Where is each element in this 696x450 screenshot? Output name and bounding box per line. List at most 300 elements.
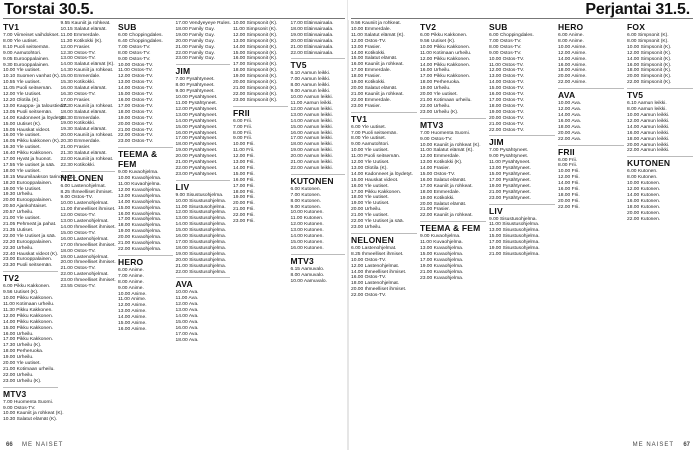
program-listing: 23.00 Frasier. [351,103,381,109]
program-listing: 16.30 Ostos-TV. [60,91,96,97]
program-listing: 16.00 Ostos-TV. [351,275,387,281]
program-listing: 12.00 Ostos-TV. [118,74,154,80]
right-page-number: 67 [683,442,690,448]
program-listing: 18.00 Ostos-TV. [118,109,154,115]
channel-heading: TEEMA & FEM [420,221,486,233]
program-listing: 12.00 Kuvaohjelma. [118,187,162,193]
program-listing: 12.00 Frii. [558,175,580,181]
channel-heading: TV5 [627,88,693,100]
program-listing: 19.00 Kotikokki. [60,121,96,127]
program-listing: 15.00 Salatut elämät. [351,56,398,62]
program-listing: 13.00 Simpsonit (K). [233,38,278,44]
program-listing: 11.00 Ostos-TV. [489,62,524,68]
program-listing: 12.20 Olotila (K). [3,97,40,103]
program-listing: 18.00 Ostos-TV. [60,248,96,254]
program-listing: 18.00 Emmerdale. [420,189,460,195]
program-listing: 15.00 Sisustusohjelma. [489,234,540,240]
program-listing: 16.00 Kutonen. [290,245,324,251]
program-listing: 9.00 Sisustusohjelma. [489,216,537,222]
program-listing: 22.20 Eurooppalainen. [3,239,53,245]
program-listing: 17.00 Eläinsairaala. [290,21,334,26]
channel-heading: JIM [176,64,231,76]
channel-heading: FRII [233,106,288,118]
program-listing: 17.00 Sisustusohjelma. [489,240,540,246]
program-listing: 17.00 Pikku Kakkonen. [420,74,471,80]
program-listing: 19.00 Sisustusohjelma. [489,246,540,252]
channel-heading: TV5 [291,58,346,70]
program-listing: 22.00 Ostos-TV. [351,293,387,299]
program-listing: 16.00 Salatut elämät. [420,177,467,183]
program-listing: 12.00 Pikku Kakkonen. [420,56,471,62]
program-listing: 21.00 Kauniit ja rohkeat. [351,91,404,97]
program-listing: 13.00 Olotila (K). [351,165,388,171]
program-listing: 8.00 Ostos-TV. [118,50,151,56]
program-listing: 20.00 Ihmeelliset ihmiset. [60,260,116,266]
program-listing: 6.10 Aamun leikki. [290,71,331,77]
program-listing: 10.00 Yle uutiset. [3,68,41,74]
program-listing: 22.00 Aamun leikki. [627,148,670,154]
program-listing: 14.00 Kutonen. [290,234,324,240]
program-listing: 13.00 Sisustusohjelma. [489,228,540,234]
program-listing: 14.00 Pikku Kakkonen. [420,62,471,68]
program-listing: 16.00 Anime. [558,62,587,68]
program-listing: 13.00 Kotikokki (K). [420,160,463,166]
program-listing: 11.00 Salatut elämät (K). [351,32,405,38]
program-listing: 11.00 Salatut elämät (K). [420,148,474,154]
program-listing: 20.00 Anime. [558,74,587,80]
program-listing: 12.00 Sisustusohjelma. [175,210,227,216]
program-listing: 21.00 Yle uutiset. [3,216,41,222]
program-listing: 17.30 Kauniit ja rohkeat. [60,103,114,109]
program-listing: 21.00 Family Guy. [175,44,215,50]
program-listing: 19.00 Kuvaohjelma. [420,263,464,269]
program-listing: 20.00 Frii. [558,198,580,204]
program-listing: 22.00 Urheilu. [3,372,34,378]
program-listing: 9.00 Aamun leikki. [290,89,331,95]
program-listing: 18.00 Frii. [558,192,580,198]
program-listing: 17.00 Kauniit ja rohkeat. [420,183,473,189]
channel-heading: MTV3 [291,254,346,266]
program-listing: 10.00 Kutonen. [290,210,324,216]
program-listing: 10.00 Lastenohjelmat. [60,201,109,207]
program-listing: 17.00 Ostos-TV. [489,97,525,103]
program-listing: 12.00 Pysähtyneet. [175,106,218,112]
program-listing: 21.00 Simpsonit (K). [233,85,278,91]
program-listing: 16.00 Ava. [558,118,582,124]
program-listing: 17.30 Urheilu (K). [3,343,42,349]
program-listing: 21.00 Frasier. [420,207,450,213]
right-day-title: Perjantai 31.5. [585,1,690,18]
program-listing: 14.00 Sisustusohjelma. [175,222,227,228]
program-listing: 9.00 Ostos-TV. [60,195,93,201]
program-listing: 11.05 Puoli seitsemän. [3,86,53,92]
program-listing: 18.15 Muumilaakson tarinoita (K). [3,174,77,180]
program-listing: 12.00 Lastenohjelmat. [351,263,400,269]
program-listing: 14.00 Pikku Kakkonen. [3,319,54,325]
program-listing: 17.00 Aamun leikki. [290,136,333,142]
program-listing: 20.00 Frii. [233,201,255,207]
program-listing: 10.10 Suomen vanhat (K). [3,74,61,80]
left-column-6 [291,21,346,436]
program-listing: 16.00 Simpsonit (K). [627,62,672,68]
program-listing: 19.30 Urheilu. [3,192,34,198]
program-listing: 16.00 Yle uutiset. [3,133,41,139]
program-listing: 22.00 Family Guy. [175,50,215,56]
program-listing: 23.00 Pysähtyneet. [489,195,531,201]
program-listing: 7.00 Huomenta Suomi. [3,399,54,405]
program-listing: 22.00 Urheilu. [420,103,451,109]
program-listing: 8.00 Aamun leikki. [290,83,331,89]
left-magazine-name: ME NAISET [22,442,64,448]
program-listing: 22.00 Eläinsairaala. [290,50,334,56]
program-listing: 14.00 Anime. [118,315,147,321]
program-listing: 17.00 Ihmeelliset ihmiset. [60,242,116,248]
program-listing: 7.00 Frii. [233,124,253,130]
program-listing: 21.00 Sisustusohjelma. [175,263,227,269]
program-listing: 14.00 Simpsonit (K). [627,56,672,62]
program-listing: 17.00 Ostos-TV. [118,103,154,109]
channel-heading: MTV3 [3,387,58,399]
program-listing: 13.00 Aamun leikki. [290,112,333,118]
program-listing: 12.00 Aamun leikki. [627,118,670,124]
program-listing: 8.00 Frii. [558,163,578,169]
program-listing: 12.00 Ava. [558,107,582,113]
channel-heading: HERO [558,22,584,32]
program-listing: 14.00 Ava. [175,314,199,320]
program-listing: 13.00 Lastenohjelmat. [60,219,109,225]
program-listing: 20.00 Yle uutiset. [420,92,458,98]
program-listing: 19.00 Yle Uutiset. [351,201,390,207]
program-listing: 11.00 Emmerdale. [60,32,101,38]
program-listing: 16.00 Kauniit ja rohkeat. [351,62,404,68]
program-listing: 18.00 Anime. [558,68,587,74]
program-listing: 16.00 Ostos-TV. [118,97,154,103]
program-listing: 9.00 Kuvaohjelma. [420,234,461,240]
program-listing: 11.00 Kuvaohjelma. [118,182,161,188]
program-listing: 15.00 Kuvaohjelma. [420,252,464,257]
program-listing: 20.00 Urheilu. [351,207,382,213]
program-listing: 9.30 Eurooppalainen. [3,62,50,68]
program-listing: 8.00 Anime. [558,38,584,44]
program-listing: 15.00 Pysähtyneet. [175,124,218,130]
program-listing: 23.00 Urheilu (K). [3,378,42,384]
program-listing: 13.00 Kuvaohjelma. [118,193,162,199]
program-listing: 13.00 Kuvaohjelma. [420,246,464,252]
program-listing: 10.30 Salatut elämät (K). [3,417,58,423]
program-listing: 15.00 Simpsonit (K). [233,50,278,56]
program-listing: 16.00 Kuvaohjelma. [118,211,162,217]
program-listing: 6.10 Aamun leikki. [627,101,667,107]
program-listing: 18.00 Simpsonit (K). [627,68,672,74]
program-listing: 14.00 Kotikokki. [351,50,386,56]
program-listing: 9.00 Ostos-TV. [3,405,36,411]
right-magazine-name: ME NAISET [632,442,674,448]
left-column-4 [176,21,231,436]
program-listing: 18.00 Pysähtyneet. [175,142,218,148]
program-listing: 16.00 Kutonen. [627,198,661,204]
program-listing: 20.00 Kutonen. [627,210,661,216]
channel-heading: TV2 [3,271,58,283]
program-listing: 22.00 Frii. [558,204,580,210]
right-header-rule [351,18,693,19]
program-listing: 12.00 Frasier. [60,44,91,50]
program-listing: 8.00 Anime. [118,279,144,285]
program-listing: 18.00 Lastenohjelmat. [351,281,400,287]
program-listing: 14.00 Ihmeelliset ihmiset. [60,225,116,230]
program-listing: 13.00 Pysähtyneet. [489,166,531,172]
program-listing: 22.00 Lastenohjelmat. [60,272,109,278]
program-listing: 15.00 Anime. [118,321,147,327]
program-listing: 6.00 Anime. [558,33,584,38]
program-listing: 19.00 Lastenohjelmat. [60,254,109,260]
program-listing: 16.00 Urheilu. [420,68,451,74]
program-listing: 11.00 Sisustusohjelma. [175,204,226,210]
program-listing: 6.00 Simpsonit (K). [627,33,669,38]
program-listing: 10.00 Ava. [558,101,582,107]
program-listing: 19.00 Kuvaohjelma. [118,229,162,235]
program-listing: 18.00 Yle uutiset. [3,168,41,174]
program-listing: 7.00 Ostos-TV. [118,44,151,50]
program-listing: 20.00 Kuvaohjelma. [118,235,162,241]
program-listing: 21.00 Eläinsairaala. [290,44,334,50]
program-listing: 22.00 Ostos-TV. [118,133,154,139]
program-listing: 10.00 Pysähtyneet. [175,95,218,101]
program-listing: 14.00 Kadonneet ja löydetyt. [3,115,65,121]
program-listing: 14.00 Kutonen. [627,192,661,198]
program-listing: 12.00 Anime. [558,50,587,56]
program-listing: 16.00 Lastenohjelmat. [60,236,109,242]
channel-heading: HERO [118,255,173,267]
program-listing: 11.00 Aamun leikki. [290,100,333,106]
program-listing: 23.00 Urheilu (K). [420,109,459,115]
program-listing: 18.00 Ava. [558,124,582,130]
program-listing: 9.56 Kauniit ja rohkeat. [351,21,402,26]
program-listing: 12.00 Ostos-TV. [60,213,96,219]
program-listing: 23.00 Family Guy. [175,56,215,62]
program-listing: 8.00 Yle uutiset. [351,136,386,142]
program-listing: 10.00 Emmerdale. [351,26,391,32]
program-listing: 23.00 Urheilu. [351,225,382,230]
program-listing: 17.00 Pysähtyneet. [175,136,218,142]
program-listing: 17.55 Yle uutiset ja sää. [3,162,56,168]
program-listing: 11.00 Puoli seitsemän. [351,154,401,160]
program-listing: 10.00 Yle uutiset. [351,148,389,154]
program-listing: 9.00 Aamutohtori. [3,50,42,56]
program-listing: 16.00 Pysähtyneet. [175,130,218,136]
program-listing: 22.00 Simpsonit (K). [627,80,672,86]
program-listing: 14.00 Pysähtyneet. [175,118,218,124]
program-listing: 10.00 Aamuvalo. [290,278,327,284]
program-listing: 20.00 Family Guy. [175,38,215,44]
program-listing: 15.00 Sisustusohjelma. [175,228,227,234]
program-listing: 22.00 Kuvaohjelma. [118,247,162,252]
program-listing: 8.25 Ihmeelliset ihmiset. [351,251,404,257]
program-listing: 16.00 Frii. [558,187,580,193]
program-listing: 19.00 Eläinsairaala. [290,32,334,38]
program-listing: 6.00 Frii. [558,157,578,163]
program-listing: 23.55 Ostos-TV. [60,284,96,290]
program-listing: 22.00 Kauniit ja rohkeat. [420,213,473,219]
channel-heading: NELONEN [61,171,116,183]
program-listing: 14.00 Simpsonit (K). [233,44,278,50]
program-listing: 12.00 Yle Uutiset. [351,160,390,166]
program-listing: 11.00 Frii. [233,148,255,154]
program-listing: 13.00 Kutonen. [290,228,324,234]
program-listing: 23.30 Puoli seitsemän. [3,263,53,269]
program-listing: 7.00 Viimeiset vaihdokset. [3,33,60,38]
program-listing: 18.00 Frii. [233,189,255,195]
program-listing: 17.00 Pikku Kakkonen. [3,337,54,343]
program-listing: 6.00 Frii. [233,118,253,124]
program-listing: 21.00 Yle uutiset. [351,213,389,219]
program-listing: 12.00 Ava. [175,302,199,308]
program-listing: 19.00 Yle Uutiset. [3,186,42,192]
program-listing: 16.40 Pikku Kakkonen. [3,151,54,157]
program-listing: 22.00 Sisustusohjelma. [175,269,227,275]
program-listing: 6.00 Pikku Kakkonen. [3,284,51,290]
left-page-header [0,0,348,20]
program-listing: 15.00 Frii. [233,171,255,177]
program-listing: 19.00 Ostos-TV. [489,109,525,115]
program-listing: 7.00 Huomenta Suomi. [420,130,471,136]
program-listing: 20.00 Ostos-TV. [489,115,525,121]
program-listing: 18.00 Kuvaohjelma. [118,223,162,229]
program-listing: 17.00 Hyvät ja huonot. [3,157,52,163]
program-listing: 10.00 Anime. [558,44,587,50]
program-listing: 11.00 Kotimaan urheilu. [420,50,472,56]
program-listing: 13.00 Frasier. [351,44,381,50]
program-listing: 20.30 Emmerdale. [60,139,101,145]
program-listing: 15.00 Hauskat videot. [351,177,399,183]
program-listing: 18.00 Aamun leikki. [290,142,333,148]
program-listing: 22.00 Kauniit ja rohkeat. [60,156,114,162]
program-listing: 18.00 Ava. [175,337,199,343]
program-listing: 8.25 Ihmeelliset ihmiset. [60,189,113,195]
program-listing: 10.00 Anime. [118,291,147,297]
program-listing: 12.00 Yle Uutiset. [3,92,42,98]
right-page-footer [354,438,690,448]
program-listing: 6.00 Kutonen. [627,169,658,175]
program-listing: 16.00 Anime. [118,326,147,332]
program-listing: 15.00 Kuvaohjelma. [118,205,162,211]
program-listing: 21.05 Pehmeät ja pahat. [3,222,57,227]
program-listing: 10.00 Kauniit ja rohkeat (K). [3,411,64,417]
program-listing: 12.00 Ostos-TV. [489,68,525,74]
program-listing: 11.00 Ostos-TV. [118,68,153,74]
left-page-number: 66 [6,442,13,448]
program-listing: 7.00 Anime. [118,273,144,279]
program-listing: 20.00 Aamun leikki. [290,154,333,160]
program-listing: 10.00 Kutonen. [627,181,661,187]
program-listing: 11.00 Sisustusohjelma. [489,222,540,228]
program-listing: 17.00 Simpsonit (K). [233,62,278,68]
program-listing: 15.00 Ava. [175,319,199,325]
channel-heading: NELONEN [351,233,417,245]
left-column-2 [61,21,116,436]
program-listing: 20.00 Kauniit ja rohkeat. [60,133,114,139]
program-listing: 15.30 Kotikokki. [60,80,96,86]
program-listing: 16.00 Frii. [233,177,255,183]
channel-heading: FRII [558,145,624,157]
program-listing: 8.00 Pysähtyneet. [175,83,215,89]
program-listing: 15.00 Aamun leikki. [290,124,333,130]
program-listing: 9.00 Pysähtyneet. [489,154,529,160]
program-listing: 20.00 Eurooppalainen. [3,198,53,204]
program-listing: 10.00 Sisustusohjelma. [175,198,227,204]
program-listing: 16.00 Urheilu. [3,331,34,337]
channel-heading: TV1 [3,22,20,32]
program-listing: 19.00 Frii. [233,195,255,201]
program-listing: 15.00 Pysähtyneet. [489,172,531,178]
program-listing: 16.00 Aamun leikki. [627,130,670,136]
program-listing: 19.00 Kotikokki. [351,80,386,86]
program-listing: 20.00 Simpsonit (K). [233,80,278,86]
program-listing: 18.00 Frasier. [351,74,381,80]
program-listing: 8.10 Puoli seitsemän. [3,44,50,50]
program-listing: 23.00 Eurooppalainen. [3,257,53,263]
program-listing: 13.00 Ava. [175,308,199,314]
program-listing: 20.00 Simpsonit (K). [627,74,672,80]
program-listing: 13.00 Ostos-TV. [60,56,96,62]
program-listing: 7.00 Ostos-TV. [489,38,522,44]
program-listing: 19.00 Ostos-TV. [118,115,154,121]
program-listing: 16.30 Yle uutiset. [3,145,41,151]
program-listing: 6.15 Aamuvalo. [290,266,325,272]
program-listing: 18.00 Perheruoka. [3,349,44,355]
channel-heading: LIV [489,204,555,216]
left-column-5 [233,21,288,436]
program-listing: 10.00 Frii. [558,169,580,175]
right-column-4 [558,21,624,436]
program-listing: 18.00 Ostos-TV. [489,103,525,109]
program-listing: 7.00 Kutonen. [290,192,321,198]
program-listing: 19.00 Urheilu. [3,355,34,361]
left-column-3 [118,21,173,436]
program-listing: 9.00 Ostos-TV. [489,50,522,56]
channel-heading: AVA [176,277,231,289]
program-listing: 23.00 Ihmeelliset ihmiset. [60,278,116,284]
program-listing: 6.00 Pikku Kakkonen. [420,33,468,38]
program-listing: 18.00 Aamun leikki. [627,136,670,142]
program-listing: 12.30 Ostos-TV. [60,50,96,56]
program-listing: 14.00 Kuvaohjelma. [118,199,162,205]
program-listing: 21.00 Sisustusohjelma. [489,252,540,257]
program-listing: 17.00 Pikku Kakkonen. [351,189,402,195]
program-listing: 23.00 Pysähtyneet. [175,171,218,177]
program-listing: 21.00 Ostos-TV. [118,127,154,133]
program-listing: 17.00 Vendyeyeye Rules. [175,21,231,26]
program-listing: 11.00 Ihmeelliset ihmiset. [60,207,116,213]
program-listing: 16.00 Salatut elämät. [60,85,107,91]
program-listing: 14.30 Kauniit ja rohkeat. [60,68,114,74]
program-listing: 21.00 Pysähtyneet. [489,189,531,195]
right-column-3 [489,21,555,436]
program-listing: 18.00 Eläinsairaala. [290,26,334,32]
program-listing: 10.15 Salatut elämät. [60,26,107,32]
program-listing: 14.00 Frii. [233,165,255,171]
program-listing: 14.00 Ostos-TV. [118,86,154,92]
program-listing: 19.00 Pysähtyneet. [175,148,218,154]
program-listing: 15.00 Ostos-TV. [118,92,154,98]
program-listing: 9.00 Ostos-TV. [118,56,151,62]
program-listing: 20.00 Aamun leikki. [627,142,670,148]
program-listing: 11.00 Simpsonit (K). [233,26,277,32]
program-listing: 10.00 Ostos-TV. [351,257,387,263]
program-listing: 17.00 Sisustusohjelma. [175,240,227,245]
program-listing: 9.56 Uutiset (K). [3,290,39,296]
program-listing: 23.00 Simpsonit (K). [233,97,278,103]
program-listing: 14.00 Ostos-TV. [489,80,525,86]
